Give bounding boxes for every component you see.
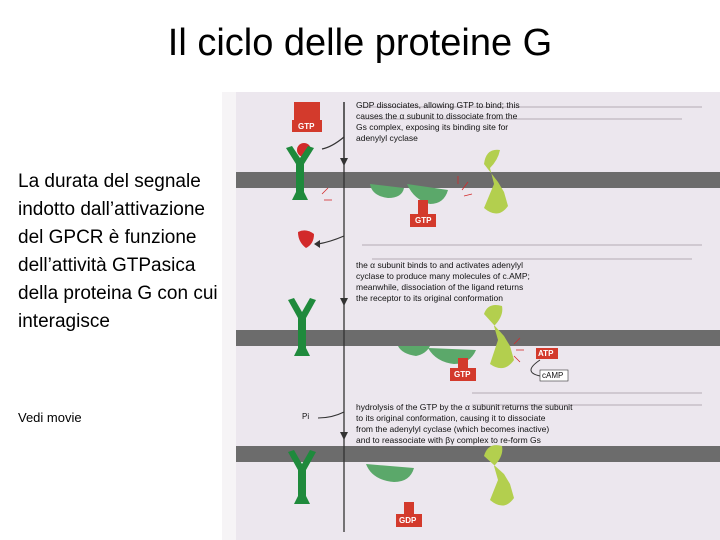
svg-text:to its original conformation,: to its original conformation, causing it to dissociate <box>356 413 546 423</box>
svg-text:from the adenylyl cyclase (whi: from the adenylyl cyclase (which becomes inactive) <box>356 424 550 434</box>
svg-text:Gs complex, exposing its bindi: Gs complex, exposing its binding site for <box>356 122 509 132</box>
step-3-caption <box>356 402 573 445</box>
svg-text:causes the α subunit to dissoc: causes the α subunit to dissociate from the <box>356 111 518 121</box>
g-protein-cycle-figure <box>222 92 720 540</box>
svg-text:GTP: GTP <box>298 122 315 131</box>
camp-label <box>540 370 568 381</box>
svg-text:cyclase to produce many molecu: cyclase to produce many molecules of c.AMP; <box>356 271 530 281</box>
slide-title: Il ciclo delle proteine G <box>167 22 553 64</box>
membrane-band-2 <box>236 330 720 346</box>
svg-text:and to reassociate with βγ com: and to reassociate with βγ complex to re-form Gs <box>356 435 541 445</box>
svg-text:GDP: GDP <box>399 516 417 525</box>
svg-text:cAMP: cAMP <box>542 371 564 380</box>
atp-label <box>536 348 558 359</box>
svg-text:GTP: GTP <box>415 216 432 225</box>
svg-text:the receptor to its original c: the receptor to its original conformation <box>356 293 503 303</box>
movie-note: Vedi movie <box>18 410 82 425</box>
svg-text:adenylyl cyclase: adenylyl cyclase <box>356 133 418 143</box>
gtp-box-top <box>292 102 322 132</box>
svg-text:the α subunit binds to and act: the α subunit binds to and activates adenylyl <box>356 260 523 270</box>
svg-text:hydrolysis of the GTP by the α: hydrolysis of the GTP by the α subunit returns the subunit <box>356 402 573 412</box>
svg-text:GDP dissociates, allowing GTP: GDP dissociates, allowing GTP to bind; this <box>356 100 520 110</box>
svg-text:GTP: GTP <box>454 370 471 379</box>
svg-text:ATP: ATP <box>538 349 554 358</box>
pi-label: Pi <box>302 412 310 421</box>
svg-text:meanwhile, dissociation of the: meanwhile, dissociation of the ligand returns <box>356 282 524 292</box>
slide-body-text: La durata del segnale indotto dall’attivazione del GPCR è funzione dell’attività GTPasica della proteina G con cui interagisce <box>18 171 218 332</box>
membrane-band-1 <box>236 172 720 188</box>
